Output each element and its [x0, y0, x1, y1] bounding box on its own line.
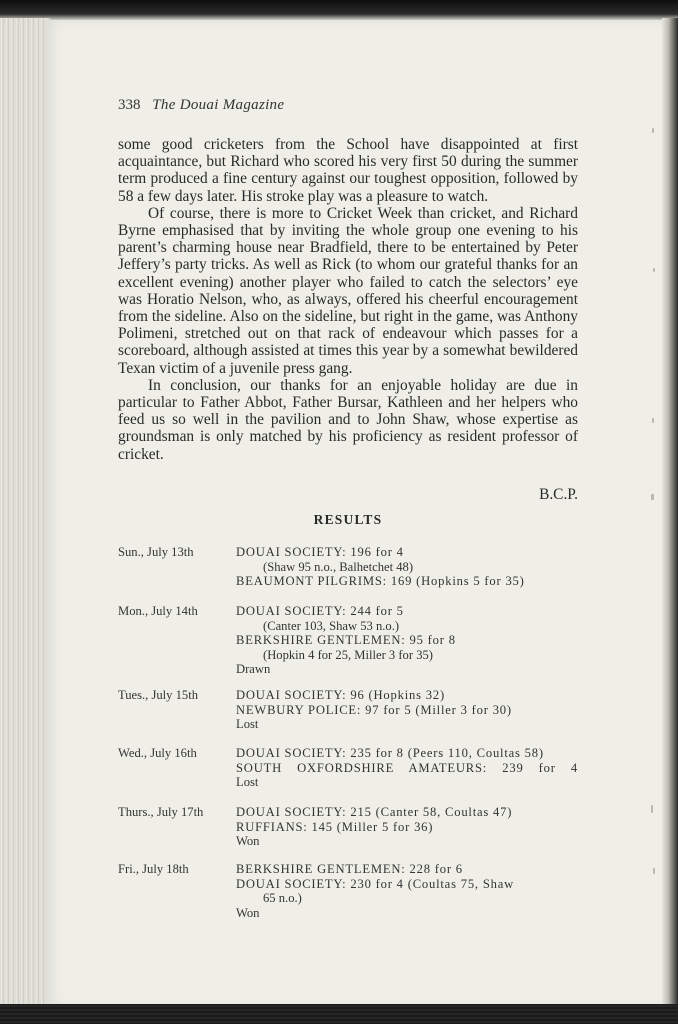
margin-mark — [652, 128, 654, 133]
match-date: Fri., July 18th — [118, 862, 189, 876]
score-line: DOUAI SOCIETY: 230 for 4 (Coultas 75, Shaw — [236, 876, 515, 891]
score-detail: 65 n.o.) — [263, 891, 302, 905]
margin-mark — [653, 268, 655, 272]
match-date: Wed., July 16th — [118, 746, 197, 760]
match-date: Sun., July 13th — [118, 545, 194, 559]
match-outcome: Won — [236, 905, 260, 920]
book-top-edge — [0, 0, 678, 20]
score-line: DOUAI SOCIETY: 96 (Hopkins 32) — [236, 688, 445, 702]
page-number: 338 — [118, 97, 141, 113]
match-details — [236, 688, 578, 732]
margin-mark — [651, 494, 654, 500]
score-line: SOUTH OXFORDSHIRE AMATEURS: 239 for 4 — [236, 760, 578, 775]
paragraph: Of course, there is more to Cricket Week than cricket, and Richard Byrne emphasised that by inviting the whole group one evening to his parent’s charming house near Bradfield, there to be entertained by Peter Jeffery’s party tricks. As well as Rick (to whom our grateful thanks for an excellent evening) another player who failed to catch the selectors’ eye was Horatio Nelson, who, as always, offered his cheerful encouragement from the sideline. Also on the sideline, but right in the game, was Anthony Polimeni, stretched out on that rack of endeavour which passes for a scoreboard, although assisted at times this year by a somewhat bewildered Texan victim of a juvenile press gang. — [118, 204, 578, 377]
score-line: BERKSHIRE GENTLEMEN: 228 for 6 — [236, 862, 463, 876]
score-line: DOUAI SOCIETY: 196 for 4 — [236, 545, 404, 559]
match-details — [236, 545, 578, 589]
match-details — [236, 805, 578, 849]
match-date: Thurs., July 17th — [118, 805, 204, 819]
author-initials: B.C.P. — [539, 486, 578, 503]
score-line: DOUAI SOCIETY: 235 for 8 (Peers 110, Coultas 58) — [236, 746, 544, 760]
book-spine-shadow — [662, 18, 678, 1008]
match-details — [236, 604, 578, 677]
score-detail: (Shaw 95 n.o., Balhetchet 48) — [263, 559, 414, 574]
match-outcome: Drawn — [236, 662, 271, 676]
running-head — [118, 97, 284, 114]
match-outcome: Lost — [236, 775, 259, 789]
match-details — [236, 746, 578, 790]
paragraph: In conclusion, our thanks for an enjoyable holiday are due in particular to Father Abbot, Father Bursar, Kathleen and her helpers who feed us so well in the pavilion and to John Shaw, whose expertise as groundsman is only matched by his proficiency as resident professor of cricket. — [118, 376, 578, 463]
score-detail: (Hopkin 4 for 25, Miller 3 for 35) — [263, 647, 433, 662]
match-details — [236, 862, 578, 920]
score-line: DOUAI SOCIETY: 244 for 5 — [236, 604, 404, 618]
results-heading: RESULTS — [313, 512, 383, 527]
article-body — [118, 136, 578, 463]
match-outcome: Won — [236, 834, 260, 848]
score-line: NEWBURY POLICE: 97 for 5 (Miller 3 for 30) — [236, 702, 512, 717]
margin-mark — [652, 418, 654, 423]
match-date: Mon., July 14th — [118, 604, 198, 618]
book-bottom-edge — [0, 1004, 678, 1024]
paragraph: some good cricketers from the School have disappointed at first acquaintance, but Richard who scored his very first 50 during the summer term produced a fine century against our toughest opposition, followed by 58 a few days later. His stroke play was a pleasure to watch. — [118, 136, 578, 205]
score-line: BERKSHIRE GENTLEMEN: 95 for 8 — [236, 633, 456, 647]
score-line: DOUAI SOCIETY: 215 (Canter 58, Coultas 47) — [236, 805, 513, 819]
margin-mark — [653, 868, 655, 874]
match-date: Tues., July 15th — [118, 688, 199, 702]
score-line: BEAUMONT PILGRIMS: 169 (Hopkins 5 for 35) — [236, 574, 525, 588]
match-outcome: Lost — [236, 717, 259, 731]
magazine-title: The Douai Magazine — [152, 97, 285, 113]
page-stack-edges — [0, 18, 50, 1008]
score-detail: (Canter 103, Shaw 53 n.o.) — [263, 618, 400, 633]
score-line: RUFFIANS: 145 (Miller 5 for 36) — [236, 819, 434, 834]
margin-mark — [651, 805, 653, 813]
